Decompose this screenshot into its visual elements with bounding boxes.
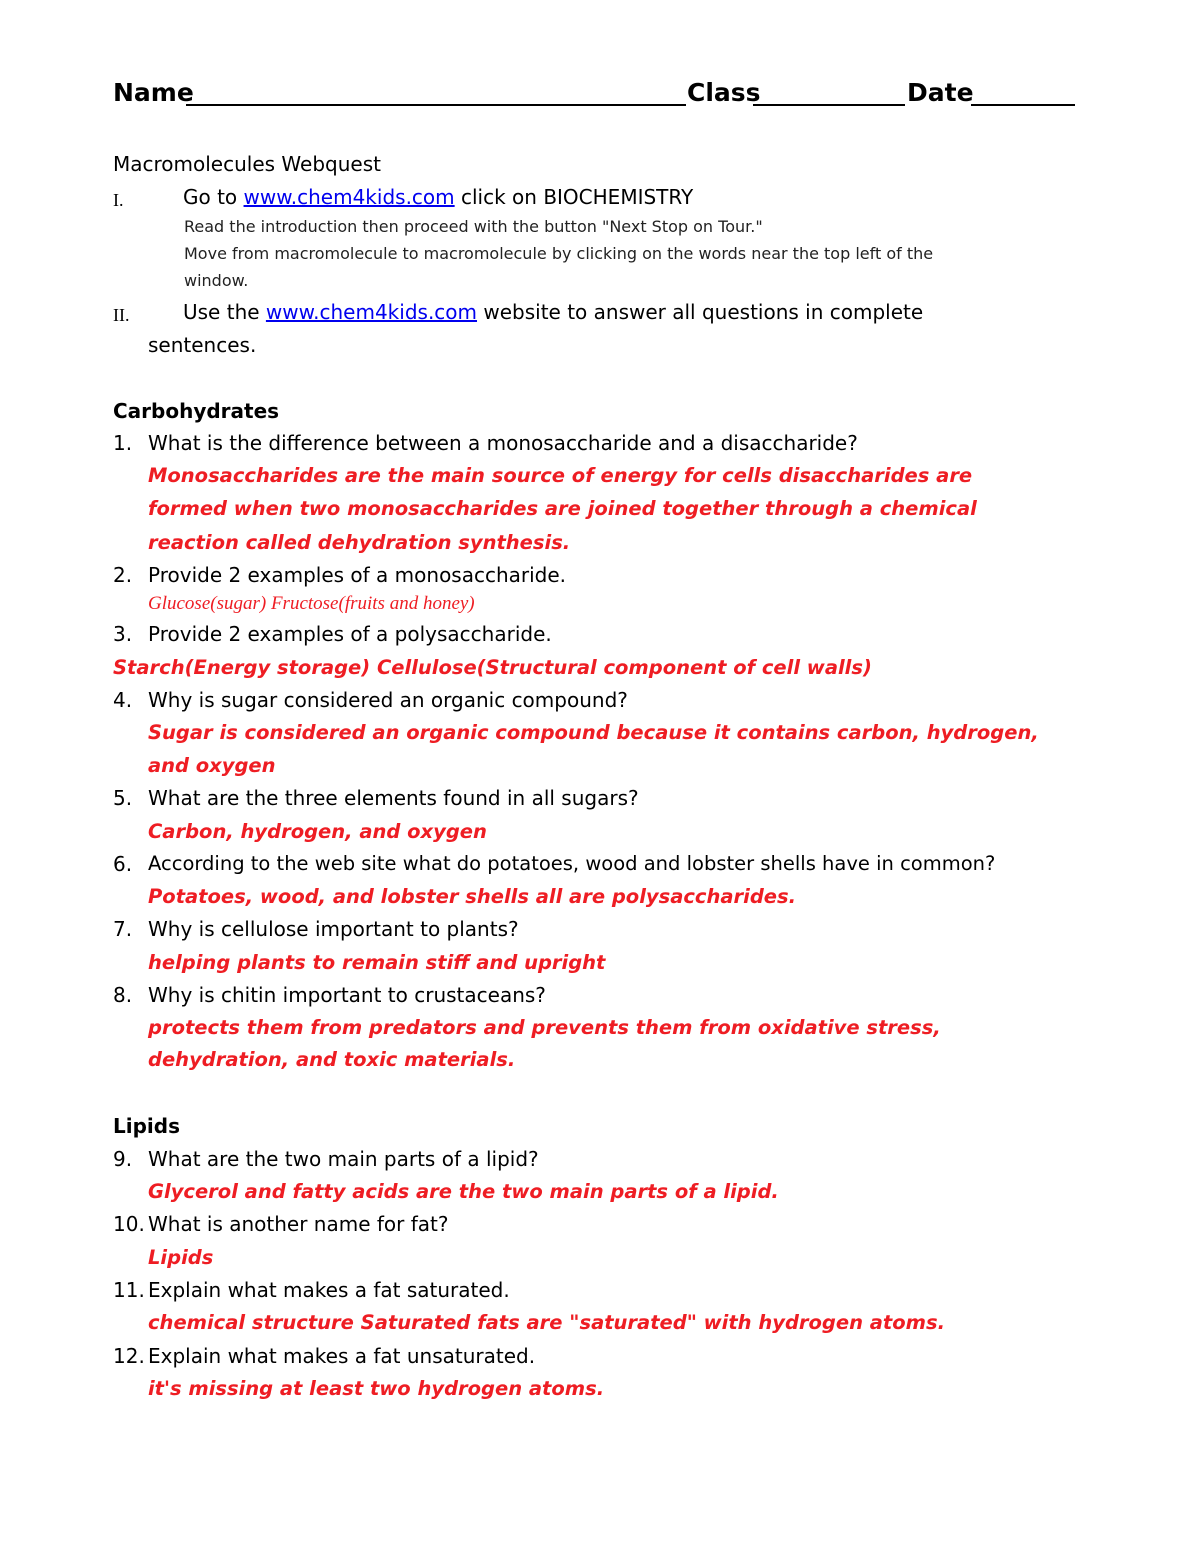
answer-5: Carbon, hydrogen, and oxygen — [148, 820, 487, 843]
question-9: What are the two main parts of a lipid? — [148, 1147, 539, 1171]
section-carbohydrates: Carbohydrates — [113, 399, 280, 423]
chem4kids-link-2[interactable]: www.chem4kids.com — [265, 300, 478, 324]
answer-1-line-2: formed when two monosaccharides are joined together through a chemical — [148, 497, 977, 520]
instruction-note-1: Read the introduction then proceed with the button "Next Stop on Tour." — [184, 217, 763, 236]
instruction-numeral-2: II. — [113, 305, 130, 325]
question-number: 9. — [113, 1147, 133, 1171]
answer-8-line-2: dehydration, and toxic materials. — [148, 1048, 516, 1071]
question-1: What is the difference between a monosaccharide and a disaccharide? — [148, 431, 858, 455]
question-number: 12. — [113, 1344, 145, 1368]
question-number: 11. — [113, 1278, 145, 1302]
question-number: 4. — [113, 688, 133, 712]
question-number: 10. — [113, 1212, 145, 1236]
instruction-2: Use the www.chem4kids.com website to answer all questions in complete — [183, 300, 924, 324]
question-6: According to the web site what do potatoes, wood and lobster shells have in common? — [148, 852, 996, 875]
question-number: 2. — [113, 563, 133, 587]
answer-1-line-3: reaction called dehydration synthesis. — [148, 531, 571, 554]
question-8: Why is chitin important to crustaceans? — [148, 983, 546, 1007]
question-10: What is another name for fat? — [148, 1212, 449, 1236]
question-4: Why is sugar considered an organic compound? — [148, 688, 628, 712]
class-blank[interactable] — [753, 104, 905, 106]
question-number: 8. — [113, 983, 133, 1007]
name-label: Name — [113, 78, 194, 107]
answer-2: Glucose(sugar) Fructose(fruits and honey) — [148, 593, 475, 614]
answer-8-line-1: protects them from predators and prevents them from oxidative stress, — [148, 1016, 941, 1039]
chem4kids-link-1[interactable]: www.chem4kids.com — [243, 185, 455, 209]
answer-3: Starch(Energy storage) Cellulose(Structural component of cell walls) — [113, 656, 872, 679]
date-label: Date — [907, 78, 974, 107]
instruction-1: Go to www.chem4kids.com click on BIOCHEMISTRY — [183, 185, 694, 209]
answer-4-line-1: Sugar is considered an organic compound because it contains carbon, hydrogen, — [148, 721, 1039, 744]
question-number: 7. — [113, 917, 133, 941]
question-12: Explain what makes a fat unsaturated. — [148, 1344, 536, 1368]
name-blank[interactable] — [186, 104, 686, 106]
date-blank[interactable] — [971, 104, 1075, 106]
question-7: Why is cellulose important to plants? — [148, 917, 519, 941]
answer-6: Potatoes, wood, and lobster shells all are polysaccharides. — [148, 885, 797, 908]
question-3: Provide 2 examples of a polysaccharide. — [148, 622, 552, 646]
answer-7: helping plants to remain stiff and upright — [148, 951, 606, 974]
instruction-note-2: Move from macromolecule to macromolecule by clicking on the words near the top left of the — [184, 244, 934, 263]
question-number: 1. — [113, 431, 133, 455]
question-number: 5. — [113, 786, 133, 810]
instruction-note-3: window. — [184, 271, 249, 290]
answer-11: chemical structure Saturated fats are "saturated" with hydrogen atoms. — [148, 1311, 945, 1334]
page-title: Macromolecules Webquest — [113, 152, 381, 176]
class-label: Class — [687, 78, 761, 107]
answer-4-line-2: and oxygen — [148, 754, 276, 777]
section-lipids: Lipids — [113, 1114, 180, 1138]
question-5: What are the three elements found in all sugars? — [148, 786, 639, 810]
question-2: Provide 2 examples of a monosaccharide. — [148, 563, 567, 587]
answer-12: it's missing at least two hydrogen atoms. — [148, 1377, 605, 1400]
answer-9: Glycerol and fatty acids are the two main parts of a lipid. — [148, 1180, 779, 1203]
question-number: 3. — [113, 622, 133, 646]
question-11: Explain what makes a fat saturated. — [148, 1278, 510, 1302]
question-number: 6. — [113, 852, 133, 876]
instruction-2-cont: sentences. — [148, 333, 257, 357]
answer-10: Lipids — [148, 1246, 214, 1269]
answer-1-line-1: Monosaccharides are the main source of energy for cells disaccharides are — [148, 464, 973, 487]
instruction-numeral-1: I. — [113, 190, 124, 210]
